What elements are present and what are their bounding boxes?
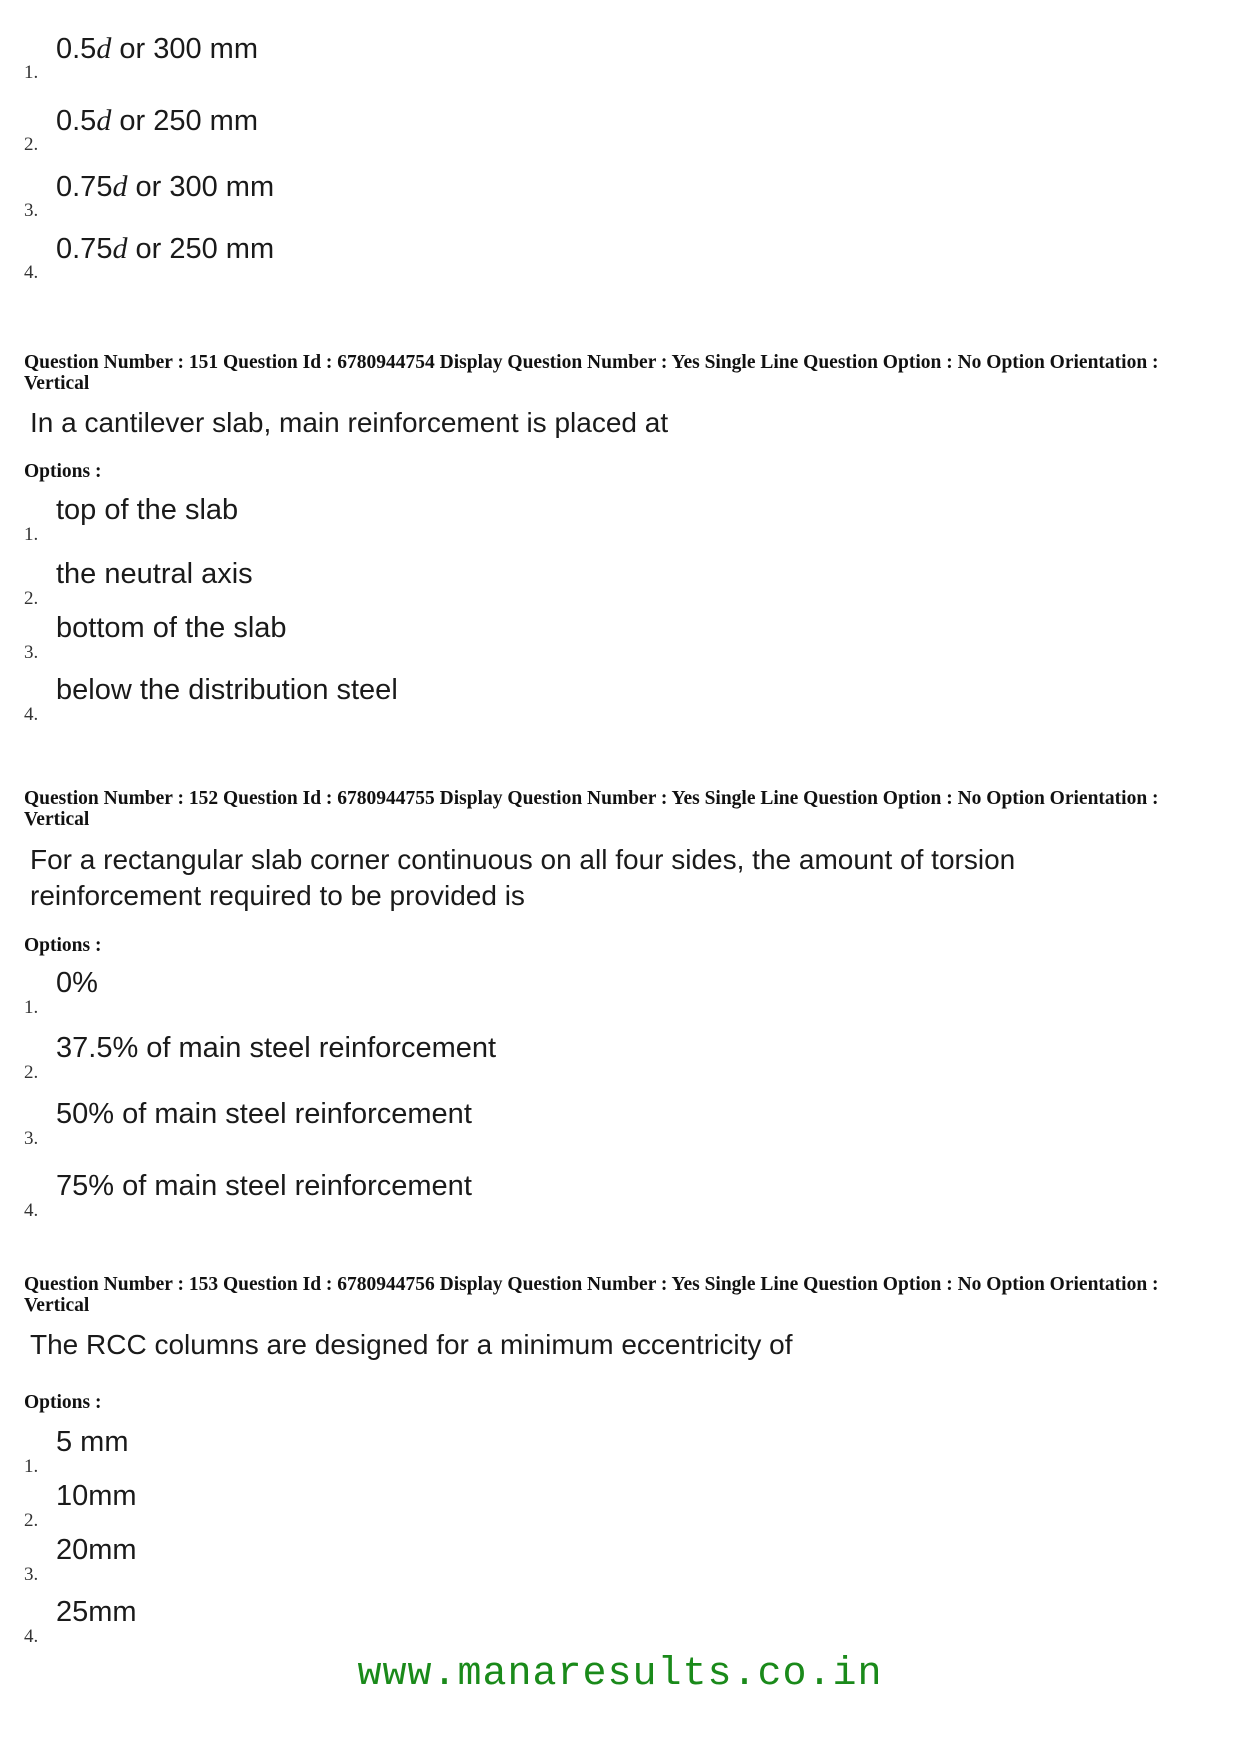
option-number: 2. xyxy=(24,588,39,609)
option-text: 0.75d or 300 mm xyxy=(56,170,275,203)
question-text: For a rectangular slab corner continuous on all four sides, the amount of torsion reinforcement required to be provided is xyxy=(30,844,1016,911)
option-row xyxy=(0,1030,1100,1090)
option-number: 1. xyxy=(24,1456,39,1477)
option-text: 5 mm xyxy=(56,1426,129,1458)
question-meta: Question Number : 151 Question Id : 6780944754 Display Question Number : Yes Single Line Question Option : No Option Orientation : Vertical xyxy=(24,352,1159,394)
option-number: 4. xyxy=(24,262,39,283)
option-row xyxy=(0,610,1100,670)
option-number: 3. xyxy=(24,1564,39,1585)
option-row xyxy=(0,1424,1100,1484)
options-label: Options : xyxy=(24,461,102,482)
option-row xyxy=(0,1594,1100,1654)
option-row xyxy=(0,492,1100,552)
option-number: 4. xyxy=(24,704,39,725)
option-text: top of the slab xyxy=(56,494,239,526)
option-text: 10mm xyxy=(56,1480,137,1512)
option-number: 3. xyxy=(24,200,39,221)
option-row xyxy=(0,965,1100,1025)
option-text: 0.5d or 300 mm xyxy=(56,32,258,65)
option-text: the neutral axis xyxy=(56,558,253,590)
options-label: Options : xyxy=(24,935,102,956)
option-row xyxy=(0,168,1100,228)
website-footer: www.manaresults.co.in xyxy=(357,1652,883,1697)
option-text: 0.75d or 250 mm xyxy=(56,232,275,265)
option-row xyxy=(0,1168,1100,1228)
option-number: 1. xyxy=(24,62,39,83)
question-meta: Question Number : 152 Question Id : 6780944755 Display Question Number : Yes Single Line Question Option : No Option Orientation : Vertical xyxy=(24,788,1159,830)
option-row xyxy=(0,30,1100,90)
option-number: 1. xyxy=(24,997,39,1018)
question-text: In a cantilever slab, main reinforcement is placed at xyxy=(30,407,669,438)
option-number: 2. xyxy=(24,134,39,155)
option-row xyxy=(0,1478,1100,1538)
option-text: 50% of main steel reinforcement xyxy=(56,1098,472,1130)
option-row xyxy=(0,556,1100,616)
question-text: The RCC columns are designed for a minimum eccentricity of xyxy=(30,1329,793,1360)
option-number: 4. xyxy=(24,1626,39,1647)
option-number: 2. xyxy=(24,1510,39,1531)
option-text: bottom of the slab xyxy=(56,612,287,644)
option-text: 20mm xyxy=(56,1534,137,1566)
option-row xyxy=(0,1096,1100,1156)
option-text: 37.5% of main steel reinforcement xyxy=(56,1032,497,1064)
option-number: 3. xyxy=(24,642,39,663)
option-number: 4. xyxy=(24,1200,39,1221)
option-text: 0.5d or 250 mm xyxy=(56,104,258,137)
option-number: 2. xyxy=(24,1062,39,1083)
options-label: Options : xyxy=(24,1392,102,1413)
option-text: below the distribution steel xyxy=(56,674,398,706)
question-meta: Question Number : 153 Question Id : 6780944756 Display Question Number : Yes Single Line Question Option : No Option Orientation : Vertical xyxy=(24,1274,1159,1316)
option-text: 0% xyxy=(56,967,98,999)
option-row xyxy=(0,102,1100,162)
option-number: 1. xyxy=(24,524,39,545)
option-text: 75% of main steel reinforcement xyxy=(56,1170,472,1202)
option-row xyxy=(0,1532,1100,1592)
option-row xyxy=(0,672,1100,732)
option-text: 25mm xyxy=(56,1596,137,1628)
option-number: 3. xyxy=(24,1128,39,1149)
option-row xyxy=(0,230,1100,290)
